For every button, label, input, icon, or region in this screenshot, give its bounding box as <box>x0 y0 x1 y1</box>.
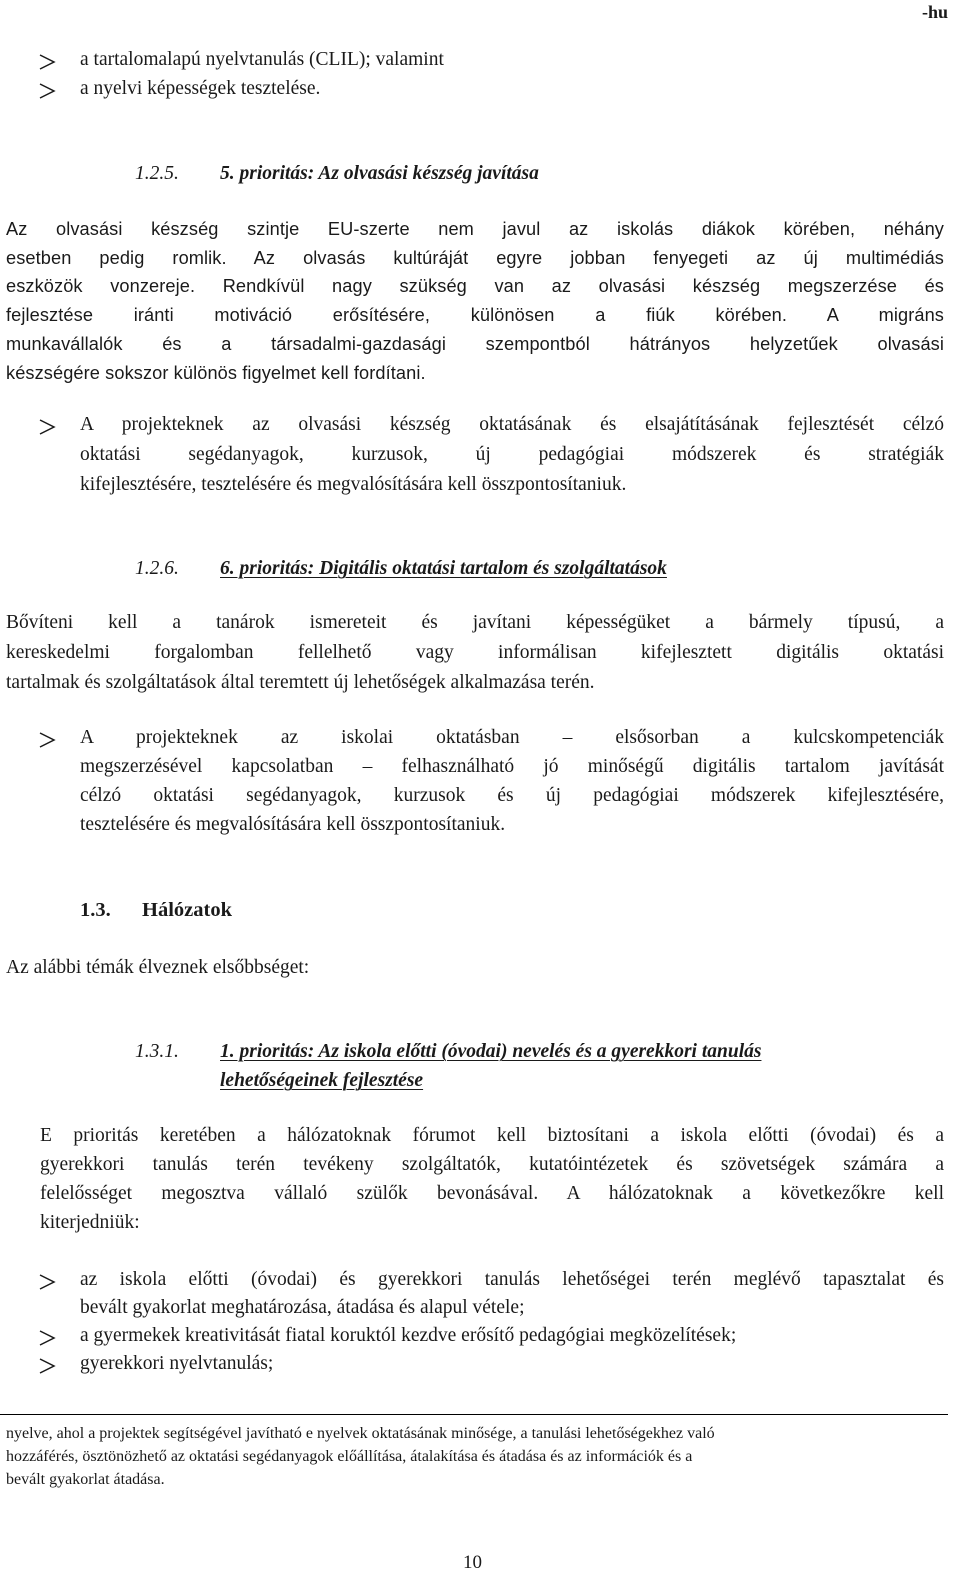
footnote-rule <box>0 1414 948 1415</box>
section-title: 1. prioritás: Az iskola előtti (óvodai) nevelés és a gyerekkori tanulás <box>220 1041 762 1062</box>
text-line: esetben pedig romlik. Az olvasás kultúráját egyre jobban fenyegeti az új multimédiás <box>6 248 944 268</box>
list-item: a tartalomalapú nyelvtanulás (CLIL); valamint <box>80 49 444 70</box>
text-line: A projekteknek az iskolai oktatásban – elsősorban a kulcskompetenciák <box>80 727 944 748</box>
text-line: Bővíteni kell a tanárok ismereteit és javítani képességüket a bármely típusú, a <box>6 612 944 633</box>
text-line: munkavállalók és a társadalmi-gazdasági szempontból hátrányos helyzetűek olvasási <box>6 334 944 354</box>
list-item: gyerekkori nyelvtanulás; <box>80 1353 274 1374</box>
text-line: eszközök vonzereje. Rendkívül nagy szükség van az olvasási készség megszerzése és <box>6 276 944 296</box>
section-heading <box>135 163 539 185</box>
section-title: 5. prioritás: Az olvasási készség javítása <box>220 163 539 184</box>
list-item: a nyelvi képességek tesztelése. <box>80 78 321 99</box>
page-number: 10 <box>463 1552 482 1573</box>
footnote-line: hozzáférés, ösztönözhető az oktatási segédanyagok előállítása, átalakítása és átadása és az információk és a <box>6 1448 693 1465</box>
text-line: megszerzésével kapcsolatban – felhasználható jó minőségű digitális tartalom javítását <box>80 756 944 777</box>
section-number: 1.2.6. <box>135 558 179 579</box>
intro-text: Az alábbi témák élveznek elsőbbséget: <box>6 957 310 978</box>
text-line: gyerekkori tanulás terén tevékeny szolgáltatók, kutatóintézetek és szövetségek számára a <box>40 1154 944 1175</box>
text-line: A projekteknek az olvasási készség oktatásának és elsajátításának fejlesztését célzó <box>80 414 944 435</box>
text-line: tesztelésére és megvalósítására kell összpontosítaniuk. <box>80 814 506 835</box>
text-line: E prioritás keretében a hálózatoknak fórumot kell biztosítani a iskola előtti (óvodai) és a <box>40 1125 944 1146</box>
text-line: célzó oktatási segédanyagok, kurzusok és új pedagógiai módszerek kifejlesztésére, <box>80 785 944 806</box>
text-line: felelősséget megosztva vállaló szülők bevonásával. A hálózatoknak a következőkre kell <box>40 1183 944 1204</box>
text-line: Az olvasási készség szintje EU-szerte nem javul az iskolás diákok körében, néhány <box>6 219 944 239</box>
language-tag: -hu <box>921 2 948 22</box>
arrowhead-bullet-icon <box>38 1329 56 1347</box>
arrowhead-bullet-icon <box>38 53 56 71</box>
arrowhead-bullet-icon <box>38 82 56 100</box>
arrowhead-bullet-icon <box>38 1357 56 1375</box>
text-line: kereskedelmi forgalomban fellelhető vagy informálisan kifejlesztett digitális oktatási <box>6 642 944 663</box>
text-line: fejlesztése iránti motiváció erősítésére, különösen a fiúk körében. A migráns <box>6 305 944 325</box>
arrowhead-bullet-icon <box>38 1273 56 1291</box>
section-title: 6. prioritás: Digitális oktatási tartalom és szolgáltatások <box>220 558 667 579</box>
section-title: Hálózatok <box>142 899 232 921</box>
section-title-continued <box>220 1070 423 1092</box>
section-title: lehetőségeinek fejlesztése <box>220 1070 424 1091</box>
arrowhead-bullet-icon <box>38 731 56 749</box>
list-item-continued: bevált gyakorlat meghatározása, átadása és alapul vétele; <box>80 1297 525 1318</box>
text-line: tartalmak és szolgáltatások által teremtett új lehetőségek alkalmazása terén. <box>6 672 595 693</box>
arrowhead-bullet-icon <box>38 418 56 436</box>
section-number: 1.3. <box>80 899 111 921</box>
footnote-line: bevált gyakorlat átadása. <box>6 1471 165 1488</box>
section-heading <box>135 558 667 580</box>
text-line: kiterjedniük: <box>40 1212 140 1233</box>
text-line: oktatási segédanyagok, kurzusok, új pedagógiai módszerek és stratégiák <box>80 444 944 465</box>
section-number: 1.3.1. <box>135 1041 179 1062</box>
section-heading <box>135 1041 762 1063</box>
footnote-line: nyelve, ahol a projektek segítségével javítható e nyelvek oktatásának minősége, a tanulási lehetőségekhez való <box>6 1425 715 1442</box>
text-line: készségére sokszor különös figyelmet kell fordítani. <box>6 363 426 383</box>
section-heading <box>80 899 232 922</box>
section-number: 1.2.5. <box>135 163 179 184</box>
list-item: az iskola előtti (óvodai) és gyerekkori tanulás lehetőségei terén meglévő tapasztalat és <box>80 1269 944 1290</box>
text-line: kifejlesztésére, tesztelésére és megvalósítására kell összpontosítaniuk. <box>80 474 627 495</box>
list-item: a gyermekek kreativitását fiatal koruktól kezdve erősítő pedagógiai megközelítések; <box>80 1325 737 1346</box>
